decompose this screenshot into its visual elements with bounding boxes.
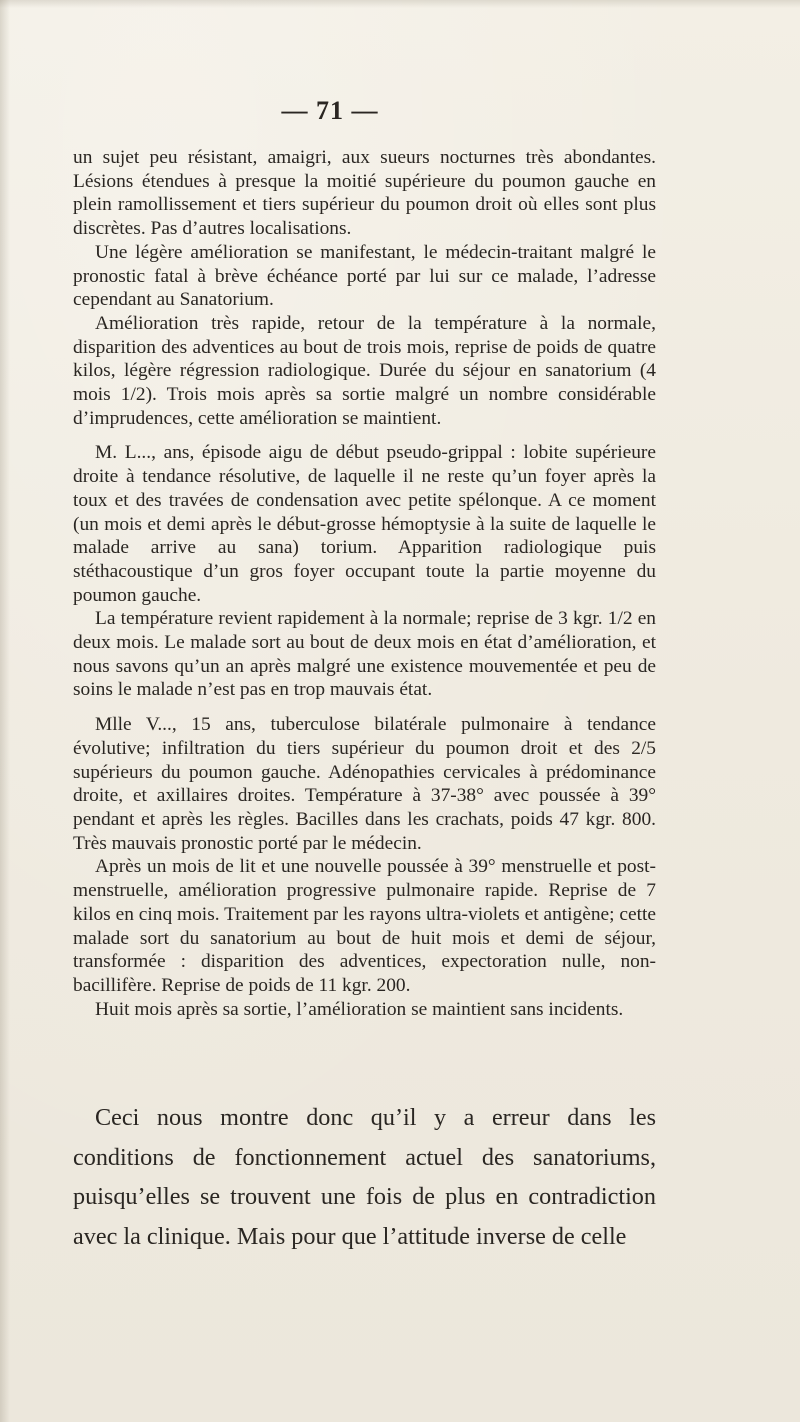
paragraph-8: Huit mois après sa sortie, l’amélioration se maintient sans incidents. — [95, 998, 624, 1020]
paragraph-1: un sujet peu résistant, amaigri, aux sueurs nocturnes très abondantes. Lésions étendues à presque la moitié supérieure du poumon gauche en plein ramollissement et tiers supérieur du poumon droit où elles sont plus discrètes. Pas d’autres localisations. — [73, 147, 656, 240]
page-edge-shadow-top — [0, 0, 800, 8]
paragraph-7: Après un mois de lit et une nouvelle poussée à 39° menstruelle et post-menstruelle, amélioration progressive pulmonaire rapide. Reprise de 7 kilos en cinq mois. Traitement par les rayons ultra-violets et antigène; cette malade sort du sanatorium au bout de huit mois et demi de séjour, transformée : disparition des adventices, expectoration nulle, non-bacillifère. Reprise de poids de 11 kgr. 200. — [73, 856, 656, 996]
paragraph-2: Une légère amélioration se manifestant, le médecin-traitant malgré le pronostic fatal à brève échéance porté par lui sur ce malade, l’adresse cependant au Sanatorium. — [73, 241, 656, 311]
paragraph-6: Mlle V..., 15 ans, tuberculose bilatérale pulmonaire à tendance évolutive; infiltration du tiers supérieur du poumon droit et des 2/5 supérieurs du poumon gauche. Adénopathies cervicales à prédominance droite, et axillaires droites. Température à 37-38° avec poussée à 39° pendant et après les règles. Bacilles dans les crachats, poids 47 kgr. 800. Très mauvais pronostic porté par le médecin. — [73, 714, 656, 854]
paragraph-3: Amélioration très rapide, retour de la température à la normale, disparition des adventices au bout de trois mois, reprise de poids de quatre kilos, légère régression radiologique. Durée du séjour en sanatorium (4 mois 1/2). Trois mois après sa sortie malgré un nombre considérable d’imprudences, cette amélioration se maintient. — [73, 312, 656, 429]
paragraph-5: La température revient rapidement à la normale; reprise de 3 kgr. 1/2 en deux mois. Le malade sort au bout de deux mois en état d’amélioration, et nous savons qu’un an après malgré une existence mouvementée et peu de soins le malade n’est pas en trop mauvais état. — [73, 608, 656, 701]
page-edge-shadow-left — [0, 0, 10, 1422]
case-reports-text — [73, 146, 656, 1021]
page-number: — 71 — — [281, 96, 379, 125]
conclusion-paragraph: Ceci nous montre donc qu’il y a erreur dans les conditions de fonctionnement actuel des sanatoriums, puisqu’elles se trouvent une fois de plus en contradiction avec la clinique. Mais pour que l’attitude inverse de celle — [73, 1104, 656, 1250]
paragraph-4: M. L..., ans, épisode aigu de début pseudo-grippal : lobite supérieure droite à tendance résolutive, de laquelle il ne reste qu’un foyer après la toux et des travées de condensation avec petite spélonque. A ce moment (un mois et demi après le début-grosse hémoptysie à la suite de laquelle le malade arrive au sana) torium. Apparition radiologique puis stéthacoustique d’un gros foyer occupant toute la partie moyenne du poumon gauche. — [73, 442, 656, 606]
